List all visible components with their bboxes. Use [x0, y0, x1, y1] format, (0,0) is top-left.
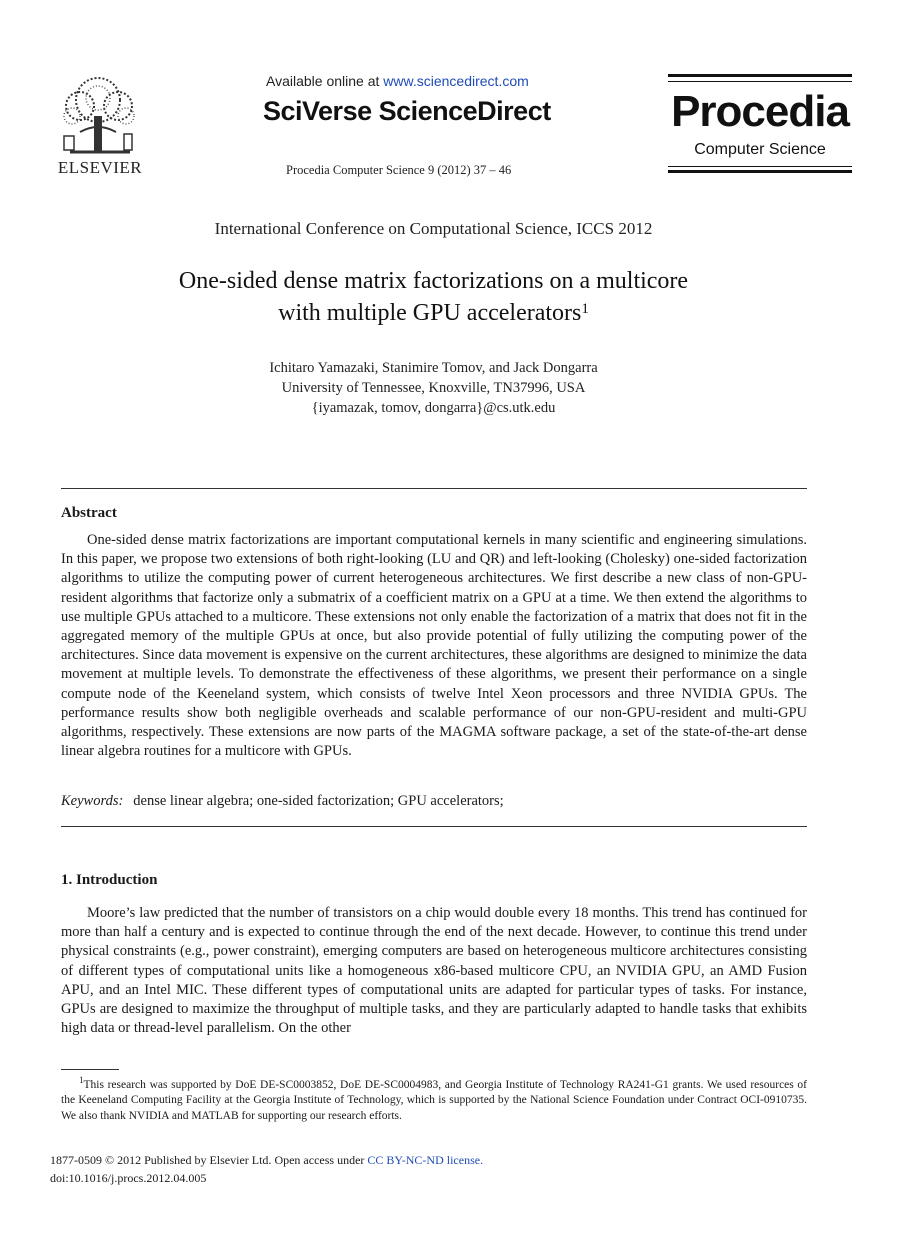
copyright-line — [50, 1153, 483, 1168]
procedia-logo — [668, 74, 852, 174]
emails: {iyamazak, tomov, dongarra}@cs.utk.edu — [311, 400, 556, 416]
keywords-label: Keywords: — [61, 793, 124, 809]
logo-rule — [668, 81, 852, 82]
logo-rule — [668, 170, 852, 173]
title-line-1: One-sided dense matrix factorizations on a multicore — [178, 268, 689, 294]
footnote — [61, 1073, 807, 1124]
keywords — [61, 793, 504, 810]
section-heading: 1. Introduction — [61, 872, 158, 888]
footnote-mark: 1 — [79, 1075, 84, 1085]
doi: doi:10.1016/j.procs.2012.04.005 — [50, 1171, 207, 1185]
introduction-text: Moore’s law predicted that the number of transistors on a chip would double every 18 months. This trend has continued for more than half a century and is expected to continue through the end of the next decade. However, to continue this trend under physical constraints (e.g., power constraint), emerging computers are based on heterogeneous multicore architectures consisting of different types of computational units like a homogeneous x86-based multicore CPU, an NVIDIA GPU, an AMD Fusion APU, and an Intel MIC. These different types of computational units are adapted for particular types of tasks. For instance, GPUs are designed to maximize the throughput of multiple tasks, and they are particularly adapted to handle tasks that exhibits high data or thread-level parallelism. On the other — [61, 905, 807, 1037]
sciencedirect-link[interactable]: www.sciencedirect.com — [383, 73, 529, 89]
platform-logo: SciVerse ScienceDirect — [263, 96, 551, 126]
footnote-rule — [61, 1069, 119, 1070]
keywords-list: dense linear algebra; one-sided factorization; GPU accelerators; — [133, 793, 504, 809]
title-footnote-mark: 1 — [581, 301, 589, 317]
conference-name: International Conference on Computational Science, ICCS 2012 — [214, 219, 653, 238]
copyright: 1877-0509 © 2012 Published by Elsevier Ltd. — [50, 1153, 272, 1167]
title-line-2: with multiple GPU accelerators$^1$ — [278, 300, 589, 326]
availability-notice — [266, 73, 529, 89]
journal-title: Procedia — [671, 87, 849, 136]
journal-citation: Procedia Computer Science 9 (2012) 37 – 46 — [286, 163, 512, 177]
abstract-bottom-rule — [61, 826, 807, 827]
logo-rule — [668, 166, 852, 167]
abstract-text: One-sided dense matrix factorizations are important computational kernels in many scientific and engineering simulations. In this paper, we propose two extensions of both right-looking (LU and QR) and left-looking (Cholesky) one-sided factorization algorithms to utilize the computing power of current heterogeneous architectures. We first describe a new class of non-GPU-resident algorithms that factorize only a submatrix of a coefficient matrix on a GPU at a time. We then extend the algorithms to use multiple GPUs attached to a multicore. These extensions not only enable the factorization of a matrix that does not fit in the aggregated memory of the multiple GPUs at once, but also provide potential of fully utilizing the computing power of the architectures. Since data movement is expensive on the current architectures, these algorithms are designed to minimize the data movement at multiple levels. To demonstrate the effectiveness of these algorithms, we present their performance on a single compute node of the Keeneland system, which consists of twelve Intel Xeon processors and three NVIDIA GPUs. The performance results show both negligible overheads and scalable performance of our non-GPU-resident and multi-GPU algorithms, respectively. These extensions are now parts of the MAGMA software package, a set of the state-of-the-art dense linear algebra routines for a multicore with GPUs. — [61, 532, 807, 760]
paper-title — [0, 265, 867, 329]
journal-subtitle: Computer Science — [694, 141, 826, 158]
author-block — [0, 358, 867, 418]
open-access: Open access under — [271, 1153, 368, 1167]
authors: Ichitaro Yamazaki, Stanimire Tomov, and Jack Dongarra — [269, 360, 598, 376]
abstract-heading: Abstract — [61, 505, 117, 521]
logo-rule — [668, 74, 852, 77]
license-link[interactable]: CC BY-NC-ND license. — [367, 1153, 484, 1167]
abstract-top-rule — [61, 488, 807, 489]
footnote-text: This research was supported by DoE DE-SC0003852, DoE DE-SC0004983, and Georgia Institute of Technology RA241-G1 grants. We used resources of the Keeneland Computing Facility at the Georgia Institute of Technology, which is supported by the National Science Foundation under Contract OCI-0910735. We also thank NVIDIA and MATLAB for supporting our research efforts. — [61, 1078, 807, 1122]
publisher-name: ELSEVIER — [57, 158, 143, 177]
available-prefix: Available online at — [266, 73, 384, 89]
affiliation: University of Tennessee, Knoxville, TN37996, USA — [281, 380, 586, 396]
